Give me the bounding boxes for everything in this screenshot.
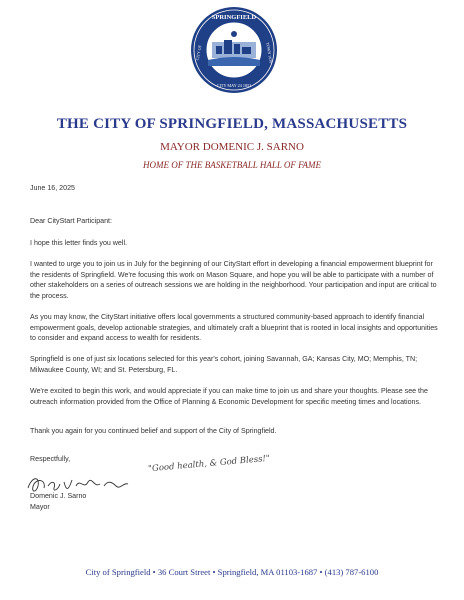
- signer-name: Domenic J. Sarno: [30, 492, 87, 500]
- letter-paragraph: I wanted to urge you to join us in July for the beginning of our CityStart effort in developing a financial empowerment blueprint for the residents of Springfield. We're focusing this work on Mason Square, and hope you will be able to participate with a number of other stakeholders on a series of outreach sessions we are holding in the neighborhood. Your participation and input are critical to the process.: [30, 260, 437, 300]
- seal-text-side: CITY OF: [194, 44, 203, 61]
- letter-paragraph: Springfield is one of just six locations selected for this year's cohort, joining Savannah, GA; Kansas City, MO; Memphis, TN; Milwaukee County, WI; and St. Petersburg, FL.: [30, 355, 418, 374]
- letter-paragraph: I hope this letter finds you well.: [30, 239, 127, 247]
- letterhead-motto: HOME OF THE BASKETBALL HALL OF FAME: [142, 160, 321, 170]
- letter-paragraph: Thank you again for you continued belief and support of the City of Springfield.: [30, 427, 277, 435]
- letterhead-mayor: MAYOR DOMENIC J. SARNO: [160, 141, 304, 153]
- letter-greeting: Dear CityStart Participant:: [30, 217, 113, 225]
- letter-date: June 16, 2025: [30, 184, 75, 192]
- signer-title: Mayor: [30, 503, 50, 511]
- letter-paragraph: We're excited to begin this work, and would appreciate if you can make time to join us and share your thoughts. Please see the outreach information provided from the Office of Planning & Economic Development for specific meeting times and locations.: [30, 387, 428, 406]
- letter-paragraph: As you may know, the CityStart initiative offers local governments a structured community-based approach to identify financial empowerment goals, develop actionable strategies, and ultimately craft a blueprint that is rooted in local insights and opportunities to consider and expand access to wealth for residents.: [30, 313, 438, 343]
- footer-address: City of Springfield • 36 Court Street • Springfield, MA 01103-1687 • (413) 787-6100: [85, 567, 379, 577]
- letterhead-title: THE CITY OF SPRINGFIELD, MASSACHUSETTS: [56, 116, 408, 132]
- seal-text-bottom: CITY MAY 24 1852: [216, 83, 252, 88]
- seal-text-right: TOWN 1636: [265, 41, 274, 64]
- handwritten-note: "Good health, & God Bless!": [147, 453, 271, 475]
- letter-closing: Respectfully,: [30, 455, 71, 463]
- city-seal: [190, 6, 278, 94]
- seal-text-top: SPRINGFIELD: [211, 14, 257, 21]
